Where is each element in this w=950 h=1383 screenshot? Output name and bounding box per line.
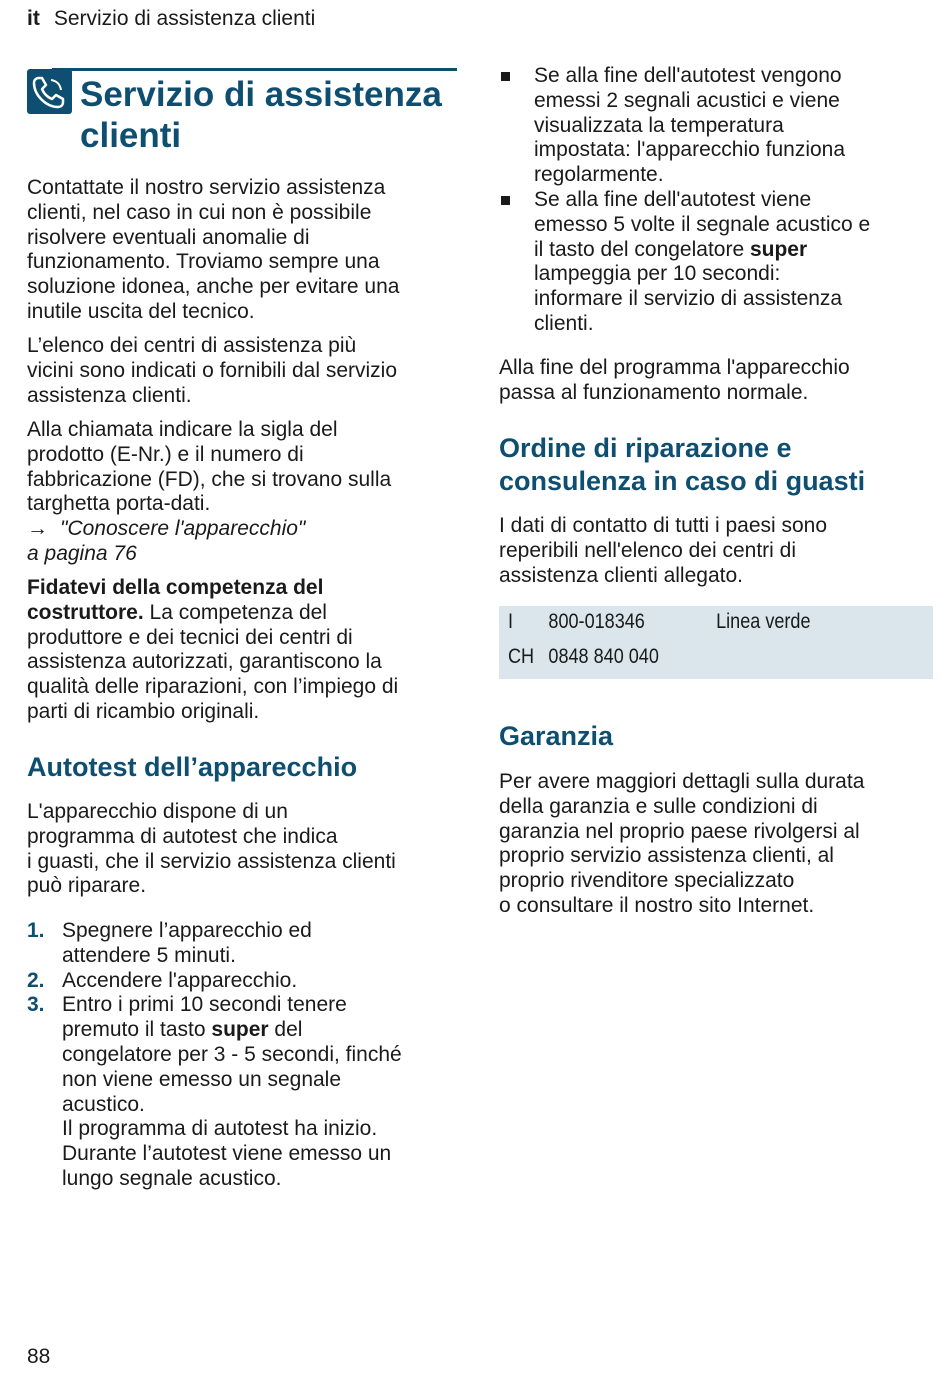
centers-paragraph: L’elenco dei centri di assistenza più vicini sono indicati o fornibili dal servizio assistenza clienti. xyxy=(27,334,398,407)
square-bullet-icon xyxy=(501,72,510,81)
list-item: Se alla fine dell'autotest vengono emessi 2 segnali acustici e viene visualizzata la temperatura impostata: l'apparecchio funziona regolarmente. xyxy=(499,64,934,188)
section-heading-warranty: Garanzia xyxy=(499,721,614,751)
arrow-icon: → xyxy=(27,517,48,541)
contact-table xyxy=(499,606,933,679)
steps-list xyxy=(27,919,457,1192)
phone-number[interactable]: 0848 840 040 xyxy=(548,645,659,668)
contact-paragraph: I dati di contatto di tutti i paesi sono reperibili nell'elenco dei centri di assistenza clienti allegato. xyxy=(499,514,828,587)
page-number: 88 xyxy=(27,1345,51,1368)
trust-paragraph: Fidatevi della competenza del costruttore. La competenza del produttore e dei tecnici dei centri di assistenza autorizzati, garantiscono la qualità delle riparazioni, con l’impiego di parti di ricambio originali. xyxy=(27,576,399,723)
header-title: Servizio di assistenza clienti xyxy=(53,7,316,30)
cross-reference-link[interactable]: → "Conoscere l'apparecchio" xyxy=(27,517,306,541)
call-paragraph: Alla chiamata indicare la sigla del prodotto (E-Nr.) e il numero di fabbricazione (FD), che si trovano sulla targhetta porta-dati. → "Conoscere l'apparecchio" a pagina 76 xyxy=(27,418,457,567)
normal-operation-paragraph: Alla fine del programma l'apparecchio passa al funzionamento normale. xyxy=(499,356,850,404)
title-rule xyxy=(52,68,457,71)
table-row: CH 0848 840 040 xyxy=(508,645,716,669)
square-bullet-icon xyxy=(501,196,510,205)
list-item: Se alla fine dell'autotest viene emesso 5 volte il segnale acustico e il tasto del congelatore super lampeggia per 10 secondi: informare il servizio di assistenza clienti. xyxy=(499,188,934,337)
page-header xyxy=(27,7,315,31)
language-code: it xyxy=(27,7,40,30)
section-heading-autotest: Autotest dell’apparecchio xyxy=(27,752,358,782)
list-item: 3. Entro i primi 10 secondi tenere premuto il tasto super del congelatore per 3 - 5 secondi, finché non viene emesso un segnale acustico. Il programma di autotest ha inizio. Durante l’autotest viene emesso un lungo segnale acustico. xyxy=(27,993,402,1190)
phone-icon xyxy=(27,69,72,114)
list-item: 2. Accendere l'apparecchio. xyxy=(27,968,298,992)
result-bullets xyxy=(499,64,934,337)
intro-paragraph: Contattate il nostro servizio assistenza clienti, nel caso in cui non è possibile risolvere eventuali anomalie di funzionamento. Troviamo sempre una soluzione idonea, anche per evitare una inutile uscita del tecnico. xyxy=(27,176,400,323)
section-heading-repair: Ordine di riparazione e consulenza in caso di guasti xyxy=(499,433,866,496)
autotest-paragraph: L'apparecchio dispone di un programma di autotest che indica i guasti, che il servizio assistenza clienti può riparare. xyxy=(27,800,396,898)
phone-number[interactable]: 800-018346 xyxy=(548,610,645,633)
list-item: 1. Spegnere l’apparecchio ed attendere 5 minuti. xyxy=(27,919,312,967)
page-title: Servizio di assistenza clienti xyxy=(80,75,442,155)
warranty-paragraph: Per avere maggiori dettagli sulla durata della garanzia e sulle condizioni di garanzia nel proprio paese rivolgersi al proprio servizio assistenza clienti, al proprio rivenditore specializzato o consultare il nostro sito Internet. xyxy=(499,770,865,917)
table-row: I 800-018346 Linea verde xyxy=(508,610,811,633)
